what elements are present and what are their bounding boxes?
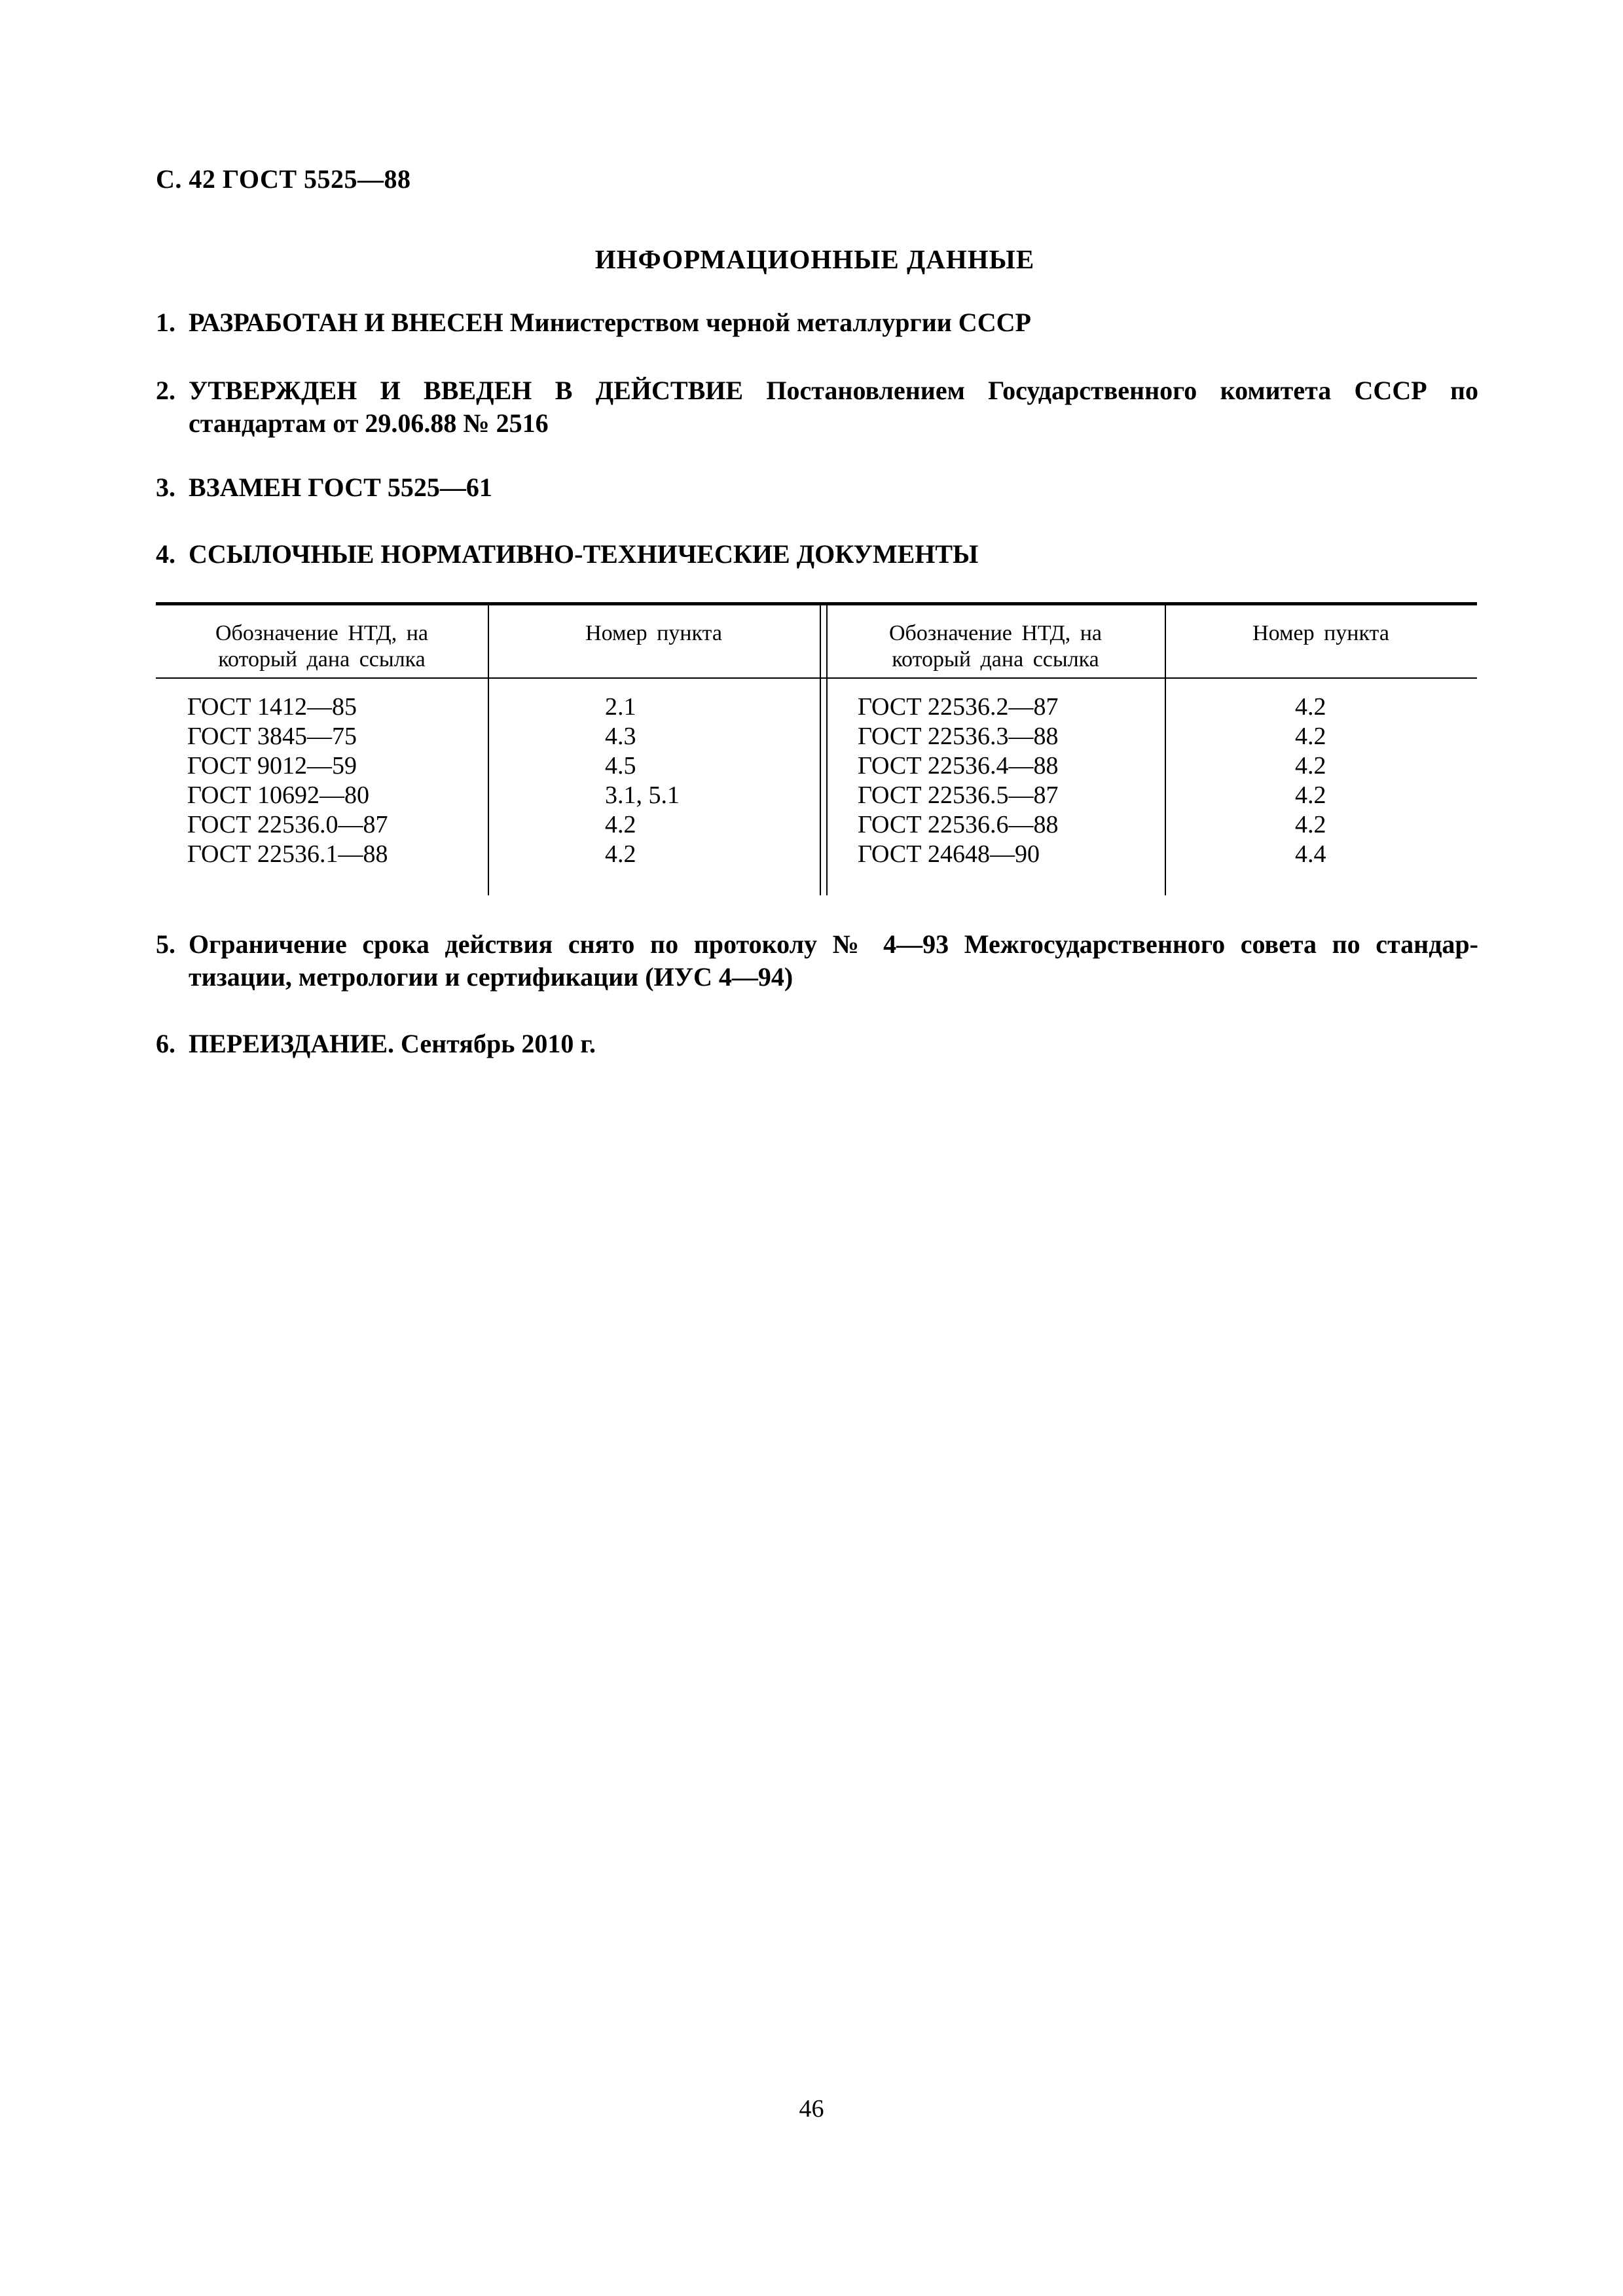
item-2 — [156, 374, 1478, 440]
header-doc-left — [156, 620, 488, 673]
left-point-column — [605, 692, 680, 869]
item-6-text: ПЕРЕИЗДАНИЕ. Сентябрь 2010 г. — [189, 1029, 596, 1058]
table-cell-doc: ГОСТ 1412—85 — [187, 693, 357, 721]
header-doc-line2: который дана ссылка — [218, 647, 426, 672]
item-3-number: 3. — [156, 473, 175, 502]
item-6 — [156, 1028, 1478, 1060]
table-cell-point: 3.1, 5.1 — [605, 781, 680, 809]
item-2-number: 2. — [156, 376, 175, 405]
item-1 — [156, 306, 1478, 339]
item-1-label: РАЗРАБОТАН И ВНЕСЕН — [189, 308, 503, 337]
table-top-rule — [156, 602, 1477, 605]
table-cell-doc: ГОСТ 22536.3—88 — [858, 723, 1059, 750]
table-cell-doc: ГОСТ 22536.6—88 — [858, 811, 1059, 838]
table-cell-point: 4.3 — [605, 723, 636, 750]
item-3-text: ВЗАМЕН ГОСТ 5525—61 — [189, 473, 492, 502]
item-2-text-line2: стандартам от 29.06.88 № 2516 — [189, 408, 549, 438]
header-point-left — [488, 620, 820, 647]
item-4-number: 4. — [156, 539, 175, 569]
table-cell-point: 4.2 — [605, 811, 636, 838]
right-point-column — [1295, 692, 1326, 869]
reference-documents-table — [156, 602, 1477, 895]
table-cell-doc: ГОСТ 22536.2—87 — [858, 693, 1059, 721]
item-4-text: ССЫЛОЧНЫЕ НОРМАТИВНО-ТЕХНИЧЕСКИЕ ДОКУМЕНТЫ — [189, 539, 979, 569]
header-doc-right — [826, 620, 1165, 673]
item-4 — [156, 538, 1478, 571]
table-cell-point: 4.2 — [1295, 811, 1326, 838]
item-5-number: 5. — [156, 929, 175, 959]
right-doc-column — [858, 692, 1059, 869]
table-cell-doc: ГОСТ 3845—75 — [187, 723, 357, 750]
header-doc-line2: который дана ссылка — [892, 647, 1099, 672]
table-cell-doc: ГОСТ 24648—90 — [858, 840, 1040, 868]
table-double-divider-left — [820, 602, 821, 895]
table-cell-point: 4.2 — [1295, 781, 1326, 809]
item-5-text-line2: тизации, метрологии и сертификации (ИУС 4—94) — [189, 962, 793, 992]
item-2-text-line1: Постановлением Государственного комитета СССР по — [766, 376, 1479, 405]
header-point-right — [1165, 620, 1477, 647]
table-cell-doc: ГОСТ 9012—59 — [187, 752, 357, 780]
table-cell-point: 4.2 — [605, 840, 636, 868]
table-cell-point: 2.1 — [605, 693, 636, 721]
table-cell-doc: ГОСТ 22536.0—87 — [187, 811, 388, 838]
page-number: 46 — [799, 2095, 824, 2123]
item-1-number: 1. — [156, 308, 175, 337]
table-cell-point: 4.2 — [1295, 693, 1326, 721]
page-header: С. 42 ГОСТ 5525—88 — [156, 164, 411, 194]
section-title: ИНФОРМАЦИОННЫЕ ДАННЫЕ — [594, 244, 1035, 274]
item-6-number: 6. — [156, 1029, 175, 1058]
left-doc-column — [187, 692, 388, 869]
item-5 — [156, 928, 1478, 994]
table-cell-point: 4.4 — [1295, 840, 1326, 868]
table-cell-doc: ГОСТ 22536.1—88 — [187, 840, 388, 868]
item-3 — [156, 471, 1478, 504]
header-doc-line1: Обозначение НТД, на — [215, 621, 429, 645]
table-header-rule — [156, 677, 1477, 679]
table-cell-doc: ГОСТ 10692—80 — [187, 781, 369, 809]
header-point-text: Номер пункта — [585, 621, 722, 645]
table-cell-doc: ГОСТ 22536.4—88 — [858, 752, 1059, 780]
item-2-label: УТВЕРЖДЕН И ВВЕДЕН В ДЕЙСТВИЕ — [189, 376, 744, 405]
table-cell-point: 4.5 — [605, 752, 636, 780]
item-1-text: Министерством черной металлургии СССР — [509, 308, 1031, 337]
header-doc-line1: Обозначение НТД, на — [888, 621, 1103, 645]
header-point-text: Номер пункта — [1252, 621, 1389, 645]
table-cell-point: 4.2 — [1295, 723, 1326, 750]
table-cell-point: 4.2 — [1295, 752, 1326, 780]
item-5-text-line1: Ограничение срока действия снято по протоколу № 4—93 Межгосударственного совета по стандар- — [189, 929, 1478, 959]
table-cell-doc: ГОСТ 22536.5—87 — [858, 781, 1059, 809]
